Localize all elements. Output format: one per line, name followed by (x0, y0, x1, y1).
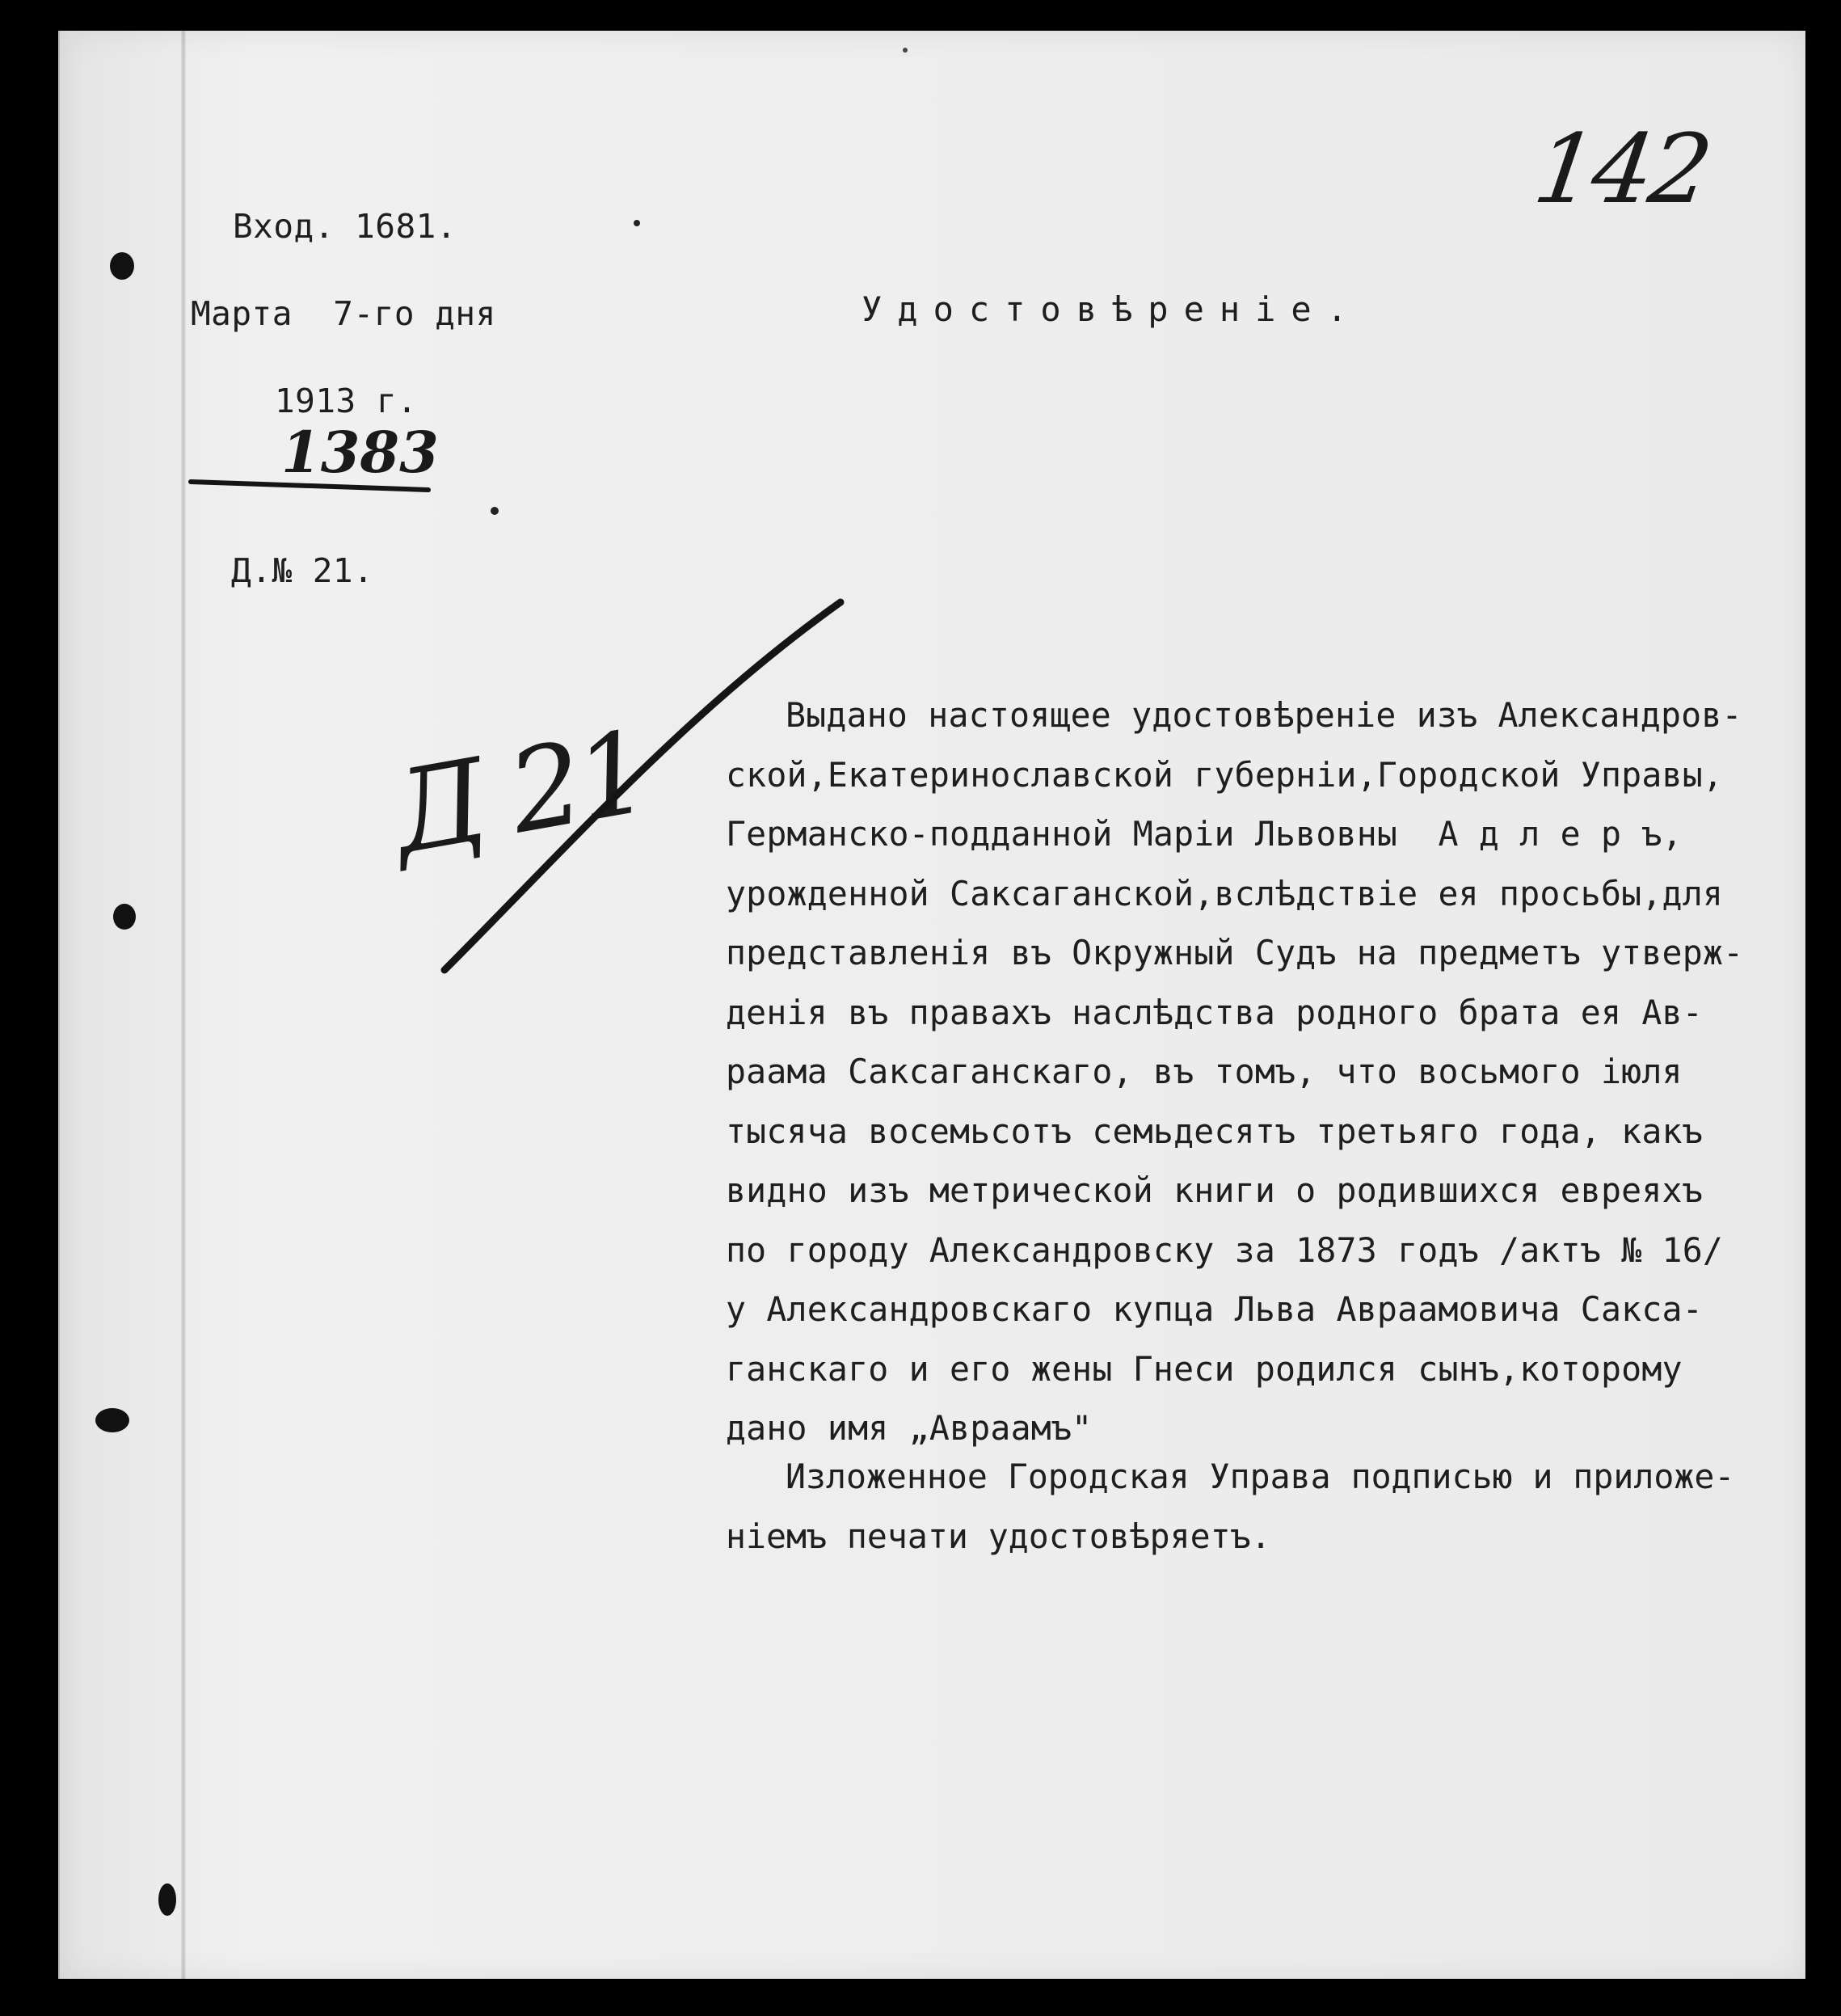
body-line: раама Саксаганскаго, въ томъ, что восьмого іюля (726, 1052, 1683, 1091)
date-line: Марта 7-го дня (191, 294, 496, 333)
body-line: денія въ правахъ наслѣдства родного брата ея Ав- (726, 992, 1703, 1032)
body-line: у Александровскаго купца Льва Авраамовича Сакса- (726, 1289, 1703, 1329)
body-line: дано имя „Авраамъ" (726, 1408, 1093, 1448)
document-title: Удостовѣреніе. (862, 289, 1363, 329)
body-line: Германско-подданной Маріи Львовны А д л е р ъ, (726, 814, 1683, 854)
body-line: ганскаго и его жены Гнеси родился сынъ,которому (726, 1348, 1683, 1389)
handwritten-number: 1383 (281, 419, 439, 486)
page-fold (181, 31, 186, 1979)
binding-hole-1 (110, 252, 134, 280)
binding-hole-4 (158, 1883, 176, 1916)
body-line: по городу Александровску за 1873 годъ /актъ № 16/ (726, 1229, 1724, 1270)
body-line: видно изъ метрической книги о родившихся евреяхъ (726, 1170, 1703, 1210)
body-line: урожденной Саксаганской,вслѣдствіе ея просьбы,для (726, 873, 1724, 913)
body-paragraph-1 (726, 685, 1776, 1458)
body-line: Выдано настоящее удостовѣреніе изъ Александров- (786, 695, 1742, 735)
case-number: Д.№ 21. (231, 551, 374, 590)
binding-hole-3 (95, 1408, 129, 1432)
year-line: 1913 г. (275, 382, 418, 420)
binding-hole-2 (113, 904, 136, 930)
body-paragraph-2 (726, 1447, 1776, 1566)
handwritten-mark: Д 21 (383, 706, 655, 880)
incoming-label: Вход. 1681. (233, 207, 457, 246)
body-line: ской,Екатеринославской губерніи,Городской Управы, (726, 754, 1724, 795)
body-line: ніемъ печати удостовѣряетъ. (726, 1516, 1271, 1556)
body-line: тысяча восемьсотъ семьдесятъ третьяго года, какъ (726, 1111, 1703, 1151)
archive-page-number: 142 (1527, 113, 1716, 225)
body-line: представленія въ Окружный Судъ на предметъ утверж- (726, 933, 1744, 972)
body-line: Изложенное Городская Управа подписью и приложе- (786, 1457, 1735, 1496)
